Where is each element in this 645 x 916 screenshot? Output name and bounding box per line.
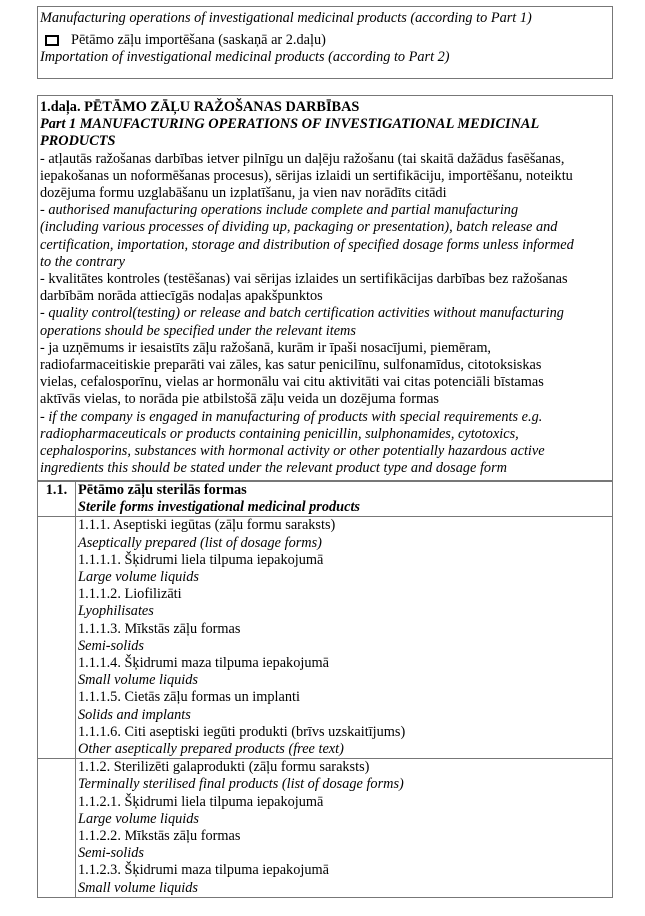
list-item: Small volume liquids: [78, 879, 198, 896]
manufacturing-option-text: Manufacturing operations of investigational medicinal products (according to Part 1): [40, 10, 532, 26]
import-option-box: [37, 6, 613, 79]
list-item: 1.1.1.1. Šķidrumi liela tilpuma iepakojumā: [78, 551, 324, 568]
paragraph-line: to the contrary: [40, 253, 125, 270]
paragraph-line: - atļautās ražošanas darbības ietver pilnīgu un daļēju ražošanu (tai skaitā dažādus fasēšanas,: [40, 150, 565, 167]
list-item: Large volume liquids: [78, 810, 199, 827]
table-row: [38, 517, 613, 759]
paragraph-line: - ja uzņēmums ir iesaistīts zāļu ražošanā, kurām ir īpaši nosacījumi, piemēram,: [40, 339, 492, 356]
paragraph-line: radiofarmaceitiskie preparāti vai zāles, kas satur penicilīnu, sulfonamīdus, citotoksiskas: [40, 357, 542, 374]
list-item: 1.1.2.3. Šķidrumi maza tilpuma iepakojumā: [78, 862, 329, 879]
paragraph-line: certification, importation, storage and distribution of specified dosage forms unless informed: [40, 236, 574, 253]
table-row: [38, 482, 613, 517]
section-number: 1.1.: [38, 482, 76, 517]
paragraph-line: aktīvās vielas, to norāda pie atbilstošā zāļu veida un dozējuma formas: [40, 391, 439, 408]
paragraph-line: cephalosporins, substances with hormonal activity or other potentially hazardous active: [40, 443, 545, 460]
section-title-en: Sterile forms investigational medicinal products: [78, 499, 360, 516]
part1-heading-en-line2: PRODUCTS: [40, 133, 116, 150]
list-item: 1.1.1.3. Mīkstās zāļu formas: [78, 620, 241, 637]
import-checkbox[interactable]: [45, 35, 59, 46]
part1-paragraphs: [40, 151, 610, 478]
list-item: Large volume liquids: [78, 569, 199, 586]
part1-heading-lv: 1.daļa. PĒTĀMO ZĀĻU RAŽOŠANAS DARBĪBAS: [40, 99, 360, 115]
part1-intro-box: [37, 95, 613, 481]
list-item: Aseptically prepared (list of dosage forms): [78, 534, 322, 551]
terminally-sterilised-block: [76, 759, 613, 898]
paragraph-line: darbībām norāda attiecīgās nodaļas apakšpunktos: [40, 288, 323, 305]
list-item: 1.1.1.2. Liofilizāti: [78, 586, 182, 603]
list-item: Terminally sterilised final products (list of dosage forms): [78, 776, 404, 793]
list-item: Semi-solids: [78, 845, 144, 862]
paragraph-line: - authorised manufacturing operations include complete and partial manufacturing: [40, 202, 519, 219]
list-item: 1.1.1. Aseptiski iegūtas (zāļu formu saraksts): [78, 517, 336, 534]
paragraph-line: operations should be specified under the relevant items: [40, 322, 356, 339]
paragraph-line: - kvalitātes kontroles (testēšanas) vai sērijas izlaides un sertifikācijas darbības bez ražošanas: [40, 271, 568, 288]
section-title-lv: Pētāmo zāļu sterilās formas: [78, 482, 247, 498]
empty-cell: [38, 759, 76, 898]
section-title-cell: [76, 482, 613, 517]
import-label-lv: Pētāmo zāļu importēšana (saskaņā ar 2.daļu): [71, 32, 326, 49]
list-item: 1.1.1.5. Cietās zāļu formas un implanti: [78, 689, 300, 706]
paragraph-line: vielas, cefalosporīnu, vielas ar hormonālu vai citu aktivitāti vai citas potenciāli bīstamas: [40, 374, 544, 391]
paragraph-line: iepakošanas un noformēšanas procesus), sērijas izlaidi un sertifikāciju, importēšanu, noteiktu: [40, 167, 573, 184]
paragraph-line: - if the company is engaged in manufacturing of products with special requirements e.g.: [40, 408, 543, 425]
list-item: Semi-solids: [78, 637, 144, 654]
import-label-en: Importation of investigational medicinal products (according to Part 2): [40, 49, 450, 66]
paragraph-line: - quality control(testing) or release and batch certification activities without manufacturing: [40, 305, 564, 322]
list-item: Small volume liquids: [78, 672, 198, 689]
list-item: 1.1.2.1. Šķidrumi liela tilpuma iepakojumā: [78, 793, 324, 810]
table-row: [38, 759, 613, 898]
import-option-row[interactable]: [40, 32, 610, 49]
list-item: Lyophilisates: [78, 603, 154, 620]
aseptic-block: [76, 517, 613, 759]
list-item: Solids and implants: [78, 706, 191, 723]
list-item: Other aseptically prepared products (free text): [78, 741, 344, 758]
paragraph-line: dozējuma formu uzglabāšanu un izplatīšanu, ja vien nav norādīts citādi: [40, 185, 447, 202]
list-item: 1.1.1.6. Citi aseptiski iegūti produkti (brīvs uzskaitījums): [78, 723, 406, 740]
part1-heading-en-line1: Part 1 MANUFACTURING OPERATIONS OF INVESTIGATIONAL MEDICINAL: [40, 116, 540, 133]
empty-cell: [38, 517, 76, 759]
paragraph-line: ingredients this should be stated under the relevant product type and dosage form: [40, 460, 507, 477]
paragraph-line: (including various processes of dividing up, packaging or presentation), batch release and: [40, 219, 558, 236]
paragraph-line: radiopharmaceuticals or products containing penicillin, sulphonamides, cytotoxics,: [40, 425, 519, 442]
list-item: 1.1.2. Sterilizēti galaprodukti (zāļu formu saraksts): [78, 759, 370, 776]
list-item: 1.1.1.4. Šķidrumi maza tilpuma iepakojumā: [78, 655, 329, 672]
sterile-forms-table: [37, 481, 613, 898]
list-item: 1.1.2.2. Mīkstās zāļu formas: [78, 828, 241, 845]
